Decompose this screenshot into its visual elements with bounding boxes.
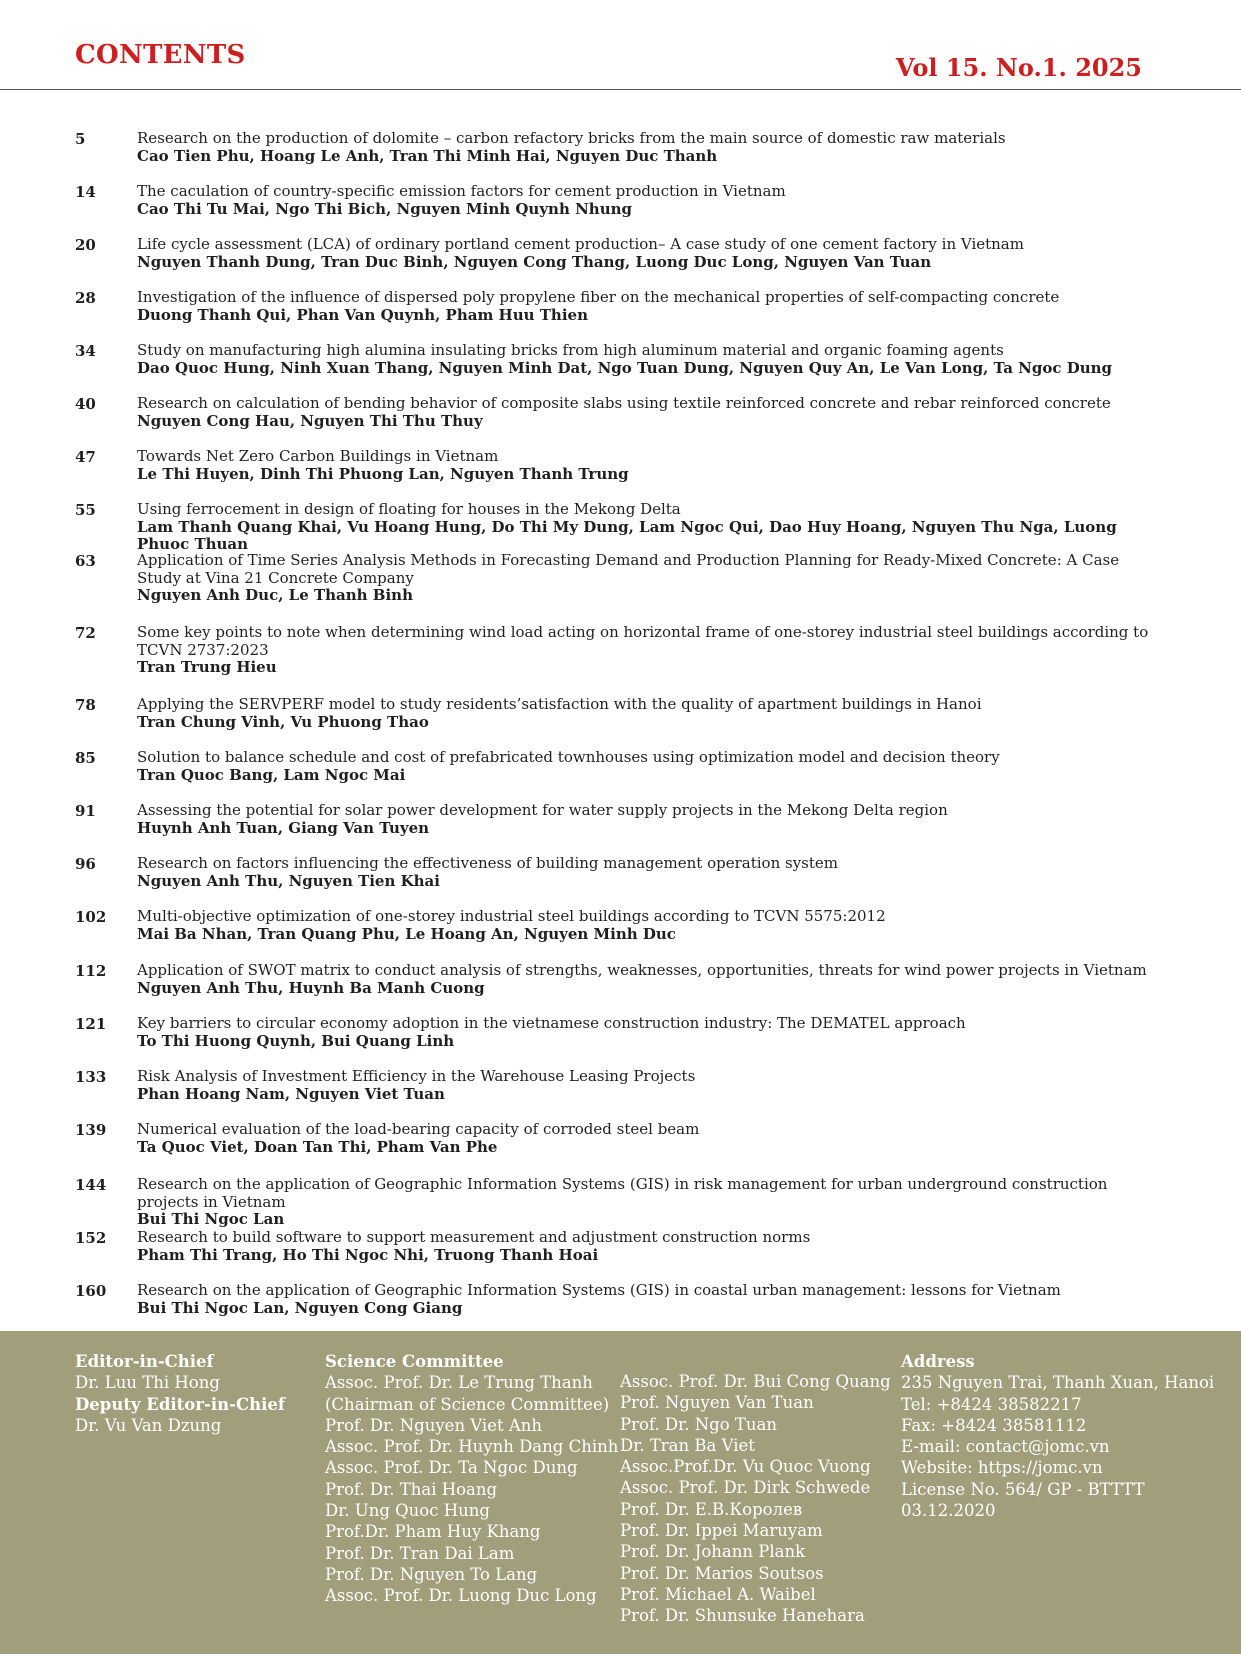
committee-list-2 (620, 1371, 891, 1627)
address-label: Address (901, 1352, 975, 1371)
toc-page-number: 91 (75, 802, 96, 820)
toc-entry-body (137, 1015, 1167, 1050)
article-title: Applying the SERVPERF model to study residents’satisfaction with the quality of apartment buildings in Hanoi (137, 695, 982, 713)
editors-column (75, 1351, 285, 1436)
toc-page-number: 47 (75, 448, 96, 466)
committee-member: Assoc. Prof. Dr. Luong Duc Long (325, 1586, 597, 1606)
address-line: E-mail: contact@jomc.vn (901, 1437, 1110, 1457)
committee-member: Assoc. Prof. Dr. Le Trung Thanh (325, 1373, 593, 1393)
committee-member: (Chairman of Science Committee) (325, 1394, 610, 1414)
toc-page-number: 102 (75, 908, 107, 926)
article-title: Research on calculation of bending behavior of composite slabs using textile reinforced concrete and rebar reinforced concrete (137, 394, 1111, 412)
committee-member: Prof. Michael A. Waibel (620, 1584, 816, 1604)
committee-member: Prof.Dr. Pham Huy Khang (325, 1522, 541, 1542)
toc-page-number: 20 (75, 236, 96, 254)
address-line: License No. 564/ GP - BTTTT (901, 1479, 1145, 1499)
toc-page-number: 63 (75, 552, 96, 570)
article-authors: Phan Hoang Nam, Nguyen Viet Tuan (137, 1084, 445, 1103)
article-title: Research on factors influencing the effectiveness of building management operation system (137, 854, 839, 872)
address-line: 235 Nguyen Trai, Thanh Xuan, Hanoi (901, 1373, 1215, 1393)
article-authors: Mai Ba Nhan, Tran Quang Phu, Le Hoang An, Nguyen Minh Duc (137, 924, 676, 943)
committee-member: Assoc.Prof.Dr. Vu Quoc Vuong (620, 1457, 871, 1477)
article-authors: Tran Quoc Bang, Lam Ngoc Mai (137, 765, 406, 784)
toc-entry-body (137, 802, 1167, 837)
committee-member: Prof. Dr. Thai Hoang (325, 1479, 498, 1499)
address-line: Tel: +8424 38582217 (901, 1394, 1082, 1414)
toc-page-number: 112 (75, 962, 107, 980)
article-authors: Lam Thanh Quang Khai, Vu Hoang Hung, Do Thi My Dung, Lam Ngoc Qui, Dao Huy Hoang, Nguyen Thu Nga, Luong Phuoc Thuan (137, 517, 1117, 553)
article-authors: Le Thi Huyen, Dinh Thi Phuong Lan, Nguyen Thanh Trung (137, 464, 629, 483)
article-authors: Nguyen Anh Duc, Le Thanh Binh (137, 586, 413, 604)
address-line: Website: https://jomc.vn (901, 1458, 1103, 1478)
address-list (901, 1372, 1214, 1521)
article-title: Research to build software to support measurement and adjustment construction norms (137, 1228, 811, 1246)
address-column (901, 1351, 1214, 1521)
article-authors: Cao Tien Phu, Hoang Le Anh, Tran Thi Minh Hai, Nguyen Duc Thanh (137, 146, 718, 165)
committee-member: Prof. Nguyen Van Tuan (620, 1393, 814, 1413)
toc-entry-body (137, 395, 1167, 430)
toc-entry-body (137, 1229, 1167, 1264)
toc-entry-body (137, 855, 1167, 890)
toc-entry-body (137, 1068, 1167, 1103)
article-authors: Ta Quoc Viet, Doan Tan Thi, Pham Van Phe (137, 1137, 498, 1156)
toc-page-number: 144 (75, 1176, 107, 1194)
page-title: CONTENTS (75, 40, 246, 70)
article-title: Numerical evaluation of the load-bearing capacity of corroded steel beam (137, 1120, 700, 1138)
article-title: Application of Time Series Analysis Methods in Forecasting Demand and Production Planning for Ready-Mixed Concrete: A Case Study at Vina 21 Concrete Company (137, 551, 1120, 587)
article-authors: Bui Thi Ngoc Lan (137, 1210, 285, 1228)
toc-page-number: 28 (75, 289, 96, 307)
toc-entry-body (137, 1176, 1167, 1229)
article-authors: Huynh Anh Tuan, Giang Van Tuyen (137, 818, 430, 837)
article-authors: Duong Thanh Qui, Phan Van Quynh, Pham Huu Thien (137, 305, 588, 324)
deputy-name: Dr. Vu Van Dzung (75, 1415, 222, 1435)
toc-page-number: 72 (75, 624, 96, 642)
editor-name: Dr. Luu Thi Hong (75, 1373, 220, 1393)
article-authors: Bui Thi Ngoc Lan, Nguyen Cong Giang (137, 1298, 463, 1317)
article-title: Study on manufacturing high alumina insulating bricks from high aluminum material and organic foaming agents (137, 341, 1004, 359)
article-authors: Nguyen Anh Thu, Nguyen Tien Khai (137, 871, 440, 890)
volume-label: Vol 15. No.1. 2025 (895, 53, 1142, 82)
committee-member: Prof. Dr. Ngo Tuan (620, 1414, 777, 1434)
committee-member: Assoc. Prof. Dr. Huynh Dang Chinh (325, 1437, 619, 1457)
toc-page-number: 34 (75, 342, 96, 360)
toc-entry-body (137, 183, 1167, 218)
article-title: The caculation of country-specific emission factors for cement production in Vietnam (137, 182, 786, 200)
toc-entry-body (137, 749, 1167, 784)
article-authors: Dao Quoc Hung, Ninh Xuan Thang, Nguyen Minh Dat, Ngo Tuan Dung, Nguyen Quy An, Le Van Long, Ta Ngoc Dung (137, 358, 1113, 377)
article-title: Using ferrocement in design of floating for houses in the Mekong Delta (137, 500, 681, 518)
committee-member: Prof. Dr. E.B.Королев (620, 1499, 803, 1519)
committee-member: Prof. Dr. Nguyen To Lang (325, 1564, 538, 1584)
article-title: Life cycle assessment (LCA) of ordinary portland cement production– A case study of one cement factory in Vietnam (137, 235, 1024, 253)
toc-page-number: 85 (75, 749, 96, 767)
editor-label: Editor-in-Chief (75, 1352, 214, 1371)
toc-entry-body (137, 342, 1167, 377)
deputy-label: Deputy Editor-in-Chief (75, 1394, 285, 1414)
committee-member: Prof. Dr. Nguyen Viet Anh (325, 1415, 543, 1435)
article-authors: Nguyen Thanh Dung, Tran Duc Binh, Nguyen Cong Thang, Luong Duc Long, Nguyen Van Tuan (137, 252, 932, 271)
committee-member: Prof. Dr. Marios Soutsos (620, 1563, 824, 1583)
article-title: Key barriers to circular economy adoption in the vietnamese construction industry: The DEMATEL approach (137, 1014, 966, 1032)
toc-entry-body (137, 289, 1167, 324)
committee-member: Dr. Tran Ba Viet (620, 1435, 755, 1455)
toc-page-number: 5 (75, 130, 86, 148)
toc-page-number: 139 (75, 1121, 107, 1139)
toc-entry-body (137, 1121, 1167, 1156)
toc-entry-body (137, 448, 1167, 483)
article-title: Multi-objective optimization of one-storey industrial steel buildings according to TCVN 5575:2012 (137, 907, 886, 925)
article-title: Research on the application of Geographic Information Systems (GIS) in risk management for urban underground construction projects in Vietnam (137, 1175, 1108, 1211)
article-title: Some key points to note when determining wind load acting on horizontal frame of one-storey industrial steel buildings according to TCVN 2737:2023 (137, 623, 1149, 659)
toc-entry-body (137, 130, 1167, 165)
article-title: Research on the production of dolomite – carbon refactory bricks from the main source of domestic raw materials (137, 129, 1006, 147)
article-title: Towards Net Zero Carbon Buildings in Vietnam (137, 447, 499, 465)
article-authors: Tran Trung Hieu (137, 658, 277, 676)
article-authors: Nguyen Cong Hau, Nguyen Thi Thu Thuy (137, 411, 483, 430)
article-authors: To Thi Huong Quynh, Bui Quang Linh (137, 1031, 455, 1050)
article-authors: Pham Thi Trang, Ho Thi Ngoc Nhi, Truong Thanh Hoai (137, 1245, 599, 1264)
toc-entry-body (137, 552, 1167, 605)
toc-entry-body (137, 501, 1167, 554)
committee-member: Prof. Dr. Shunsuke Hanehara (620, 1606, 865, 1626)
toc-entry-body (137, 624, 1167, 677)
article-title: Research on the application of Geographic Information Systems (GIS) in coastal urban management: lessons for Vietnam (137, 1281, 1061, 1299)
article-title: Application of SWOT matrix to conduct analysis of strengths, weaknesses, opportunities, threats for wind power projects in Vietnam (137, 961, 1147, 979)
article-authors: Cao Thi Tu Mai, Ngo Thi Bich, Nguyen Minh Quynh Nhung (137, 199, 632, 218)
toc-entry-body (137, 908, 1167, 943)
article-authors: Tran Chung Vinh, Vu Phuong Thao (137, 712, 429, 731)
committee-list-1 (325, 1372, 618, 1606)
toc-page-number: 78 (75, 696, 96, 714)
toc-page-number: 55 (75, 501, 96, 519)
committee-label: Science Committee (325, 1352, 504, 1371)
toc-entry-body (137, 696, 1167, 731)
toc-entry-body (137, 236, 1167, 271)
committee-member: Assoc. Prof. Dr. Bui Cong Quang (620, 1372, 891, 1391)
committee-member: Prof. Dr. Ippei Maruyam (620, 1521, 823, 1541)
page-header (0, 0, 1241, 90)
toc-page-number: 96 (75, 855, 96, 873)
toc-entry-body (137, 962, 1167, 997)
committee-member: Assoc. Prof. Dr. Ta Ngoc Dung (325, 1458, 578, 1478)
committee-column-2 (620, 1371, 891, 1627)
address-line: Fax: +8424 38581112 (901, 1415, 1087, 1435)
toc-page-number: 14 (75, 183, 96, 201)
committee-member: Assoc. Prof. Dr. Dirk Schwede (620, 1478, 871, 1498)
masthead-footer (0, 1331, 1241, 1654)
toc-page-number: 121 (75, 1015, 107, 1033)
toc-page-number: 133 (75, 1068, 107, 1086)
address-line: 03.12.2020 (901, 1501, 996, 1521)
committee-member: Dr. Ung Quoc Hung (325, 1501, 490, 1521)
committee-column-1 (325, 1351, 618, 1607)
toc-page-number: 152 (75, 1229, 107, 1247)
toc-page-number: 160 (75, 1282, 107, 1300)
header-divider (0, 89, 1241, 90)
article-title: Assessing the potential for solar power development for water supply projects in the Mekong Delta region (137, 801, 948, 819)
committee-member: Prof. Dr. Johann Plank (620, 1542, 806, 1562)
committee-member: Prof. Dr. Tran Dai Lam (325, 1543, 515, 1563)
article-title: Solution to balance schedule and cost of prefabricated townhouses using optimization model and decision theory (137, 748, 1000, 766)
toc-entry-body (137, 1282, 1167, 1317)
article-title: Investigation of the influence of dispersed poly propylene fiber on the mechanical properties of self-compacting concrete (137, 288, 1060, 306)
article-title: Risk Analysis of Investment Efficiency in the Warehouse Leasing Projects (137, 1067, 696, 1085)
article-authors: Nguyen Anh Thu, Huynh Ba Manh Cuong (137, 978, 485, 997)
toc-page-number: 40 (75, 395, 96, 413)
